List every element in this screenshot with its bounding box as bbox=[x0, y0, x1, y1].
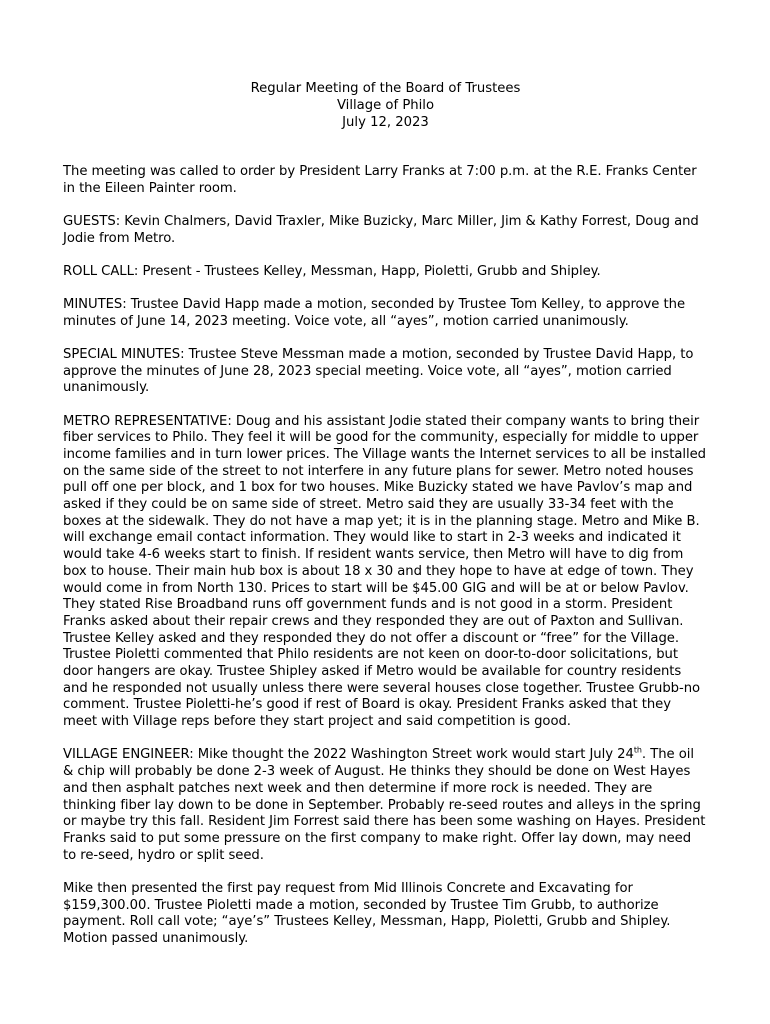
call-to-order-paragraph: The meeting was called to order by President Larry Franks at 7:00 p.m. at the R.E. Franks Center in the Eileen Painter room. bbox=[63, 164, 697, 196]
metro-representative-paragraph: METRO REPRESENTATIVE: Doug and his assistant Jodie stated their company wants to bring their fiber services to Philo. They feel it will be good for the community, especially for middle to upper income families and in turn lower prices. The Village wants the Internet services to all be installed on the same side of the street to not interfere in any future plans for sewer. Metro noted houses pull off one per block, and 1 box for two houses. Mike Buzicky stated we have Pavlov’s map and asked if they could be on same side of street. Metro said they are usually 33-34 feet with the boxes at the sidewalk. They do not have a map yet; it is in the planning stage. Metro and Mike B. will exchange email contact information. They would like to start in 2-3 weeks and indicated it would take 4-6 weeks start to finish. If resident wants service, then Metro will have to dig from box to house. Their main hub box is about 18 x 30 and they hope to have at edge of town. They would come in from North 130. Prices to start will be $45.00 GIG and will be at or below Pavlov. They stated Rise Broadband runs off government funds and is not good in a storm. President Franks asked about their repair crews and they responded they are out of Paxton and Sullivan. Trustee Kelley asked and they responded they do not offer a discount or “free” for the Village. Trustee Pioletti commented that Philo residents are not keen on door-to-door solicitations, but door hangers are okay. Trustee Shipley asked if Metro would be available for country residents and he responded not usually unless there were several houses close together. Trustee Grubb-no comment. Trustee Pioletti-he’s good if rest of Board is okay. President Franks asked that they meet with Village reps before they start project and said competition is good. bbox=[63, 413, 706, 730]
engineer-text-start: VILLAGE ENGINEER: Mike thought the 2022 Washington Street work would start July 24 bbox=[63, 747, 634, 763]
roll-call-paragraph: ROLL CALL: Present - Trustees Kelley, Messman, Happ, Pioletti, Grubb and Shipley. bbox=[63, 263, 601, 279]
village-engineer-paragraph bbox=[63, 747, 708, 864]
village-name: Village of Philo bbox=[336, 98, 435, 113]
document-header bbox=[63, 80, 708, 131]
meeting-title: Regular Meeting of the Board of Trustees bbox=[250, 81, 521, 96]
special-minutes-paragraph: SPECIAL MINUTES: Trustee Steve Messman made a motion, seconded by Trustee David Happ, to approve the minutes of June 28, 2023 special meeting. Voice vote, all “ayes”, motion carried unanimously. bbox=[63, 346, 694, 396]
ordinal-suffix: th bbox=[633, 746, 642, 755]
guests-paragraph: GUESTS: Kevin Chalmers, David Traxler, Mike Buzicky, Marc Miller, Jim & Kathy Forrest, Doug and Jodie from Metro. bbox=[63, 213, 699, 246]
engineer-text-end: . The oil & chip will probably be done 2-3 week of August. He thinks they should be done on West Hayes and then asphalt patches next week and then determine if more rock is needed. They are thinking fiber lay down to be done in September. Probably re-seed routes and alleys in the spring or maybe try this fall. Resident Jim Forrest said there has been some washing on Hayes. President Franks said to put some pressure on the first company to make right. Offer lay down, may need to re-seed, hydro or split seed. bbox=[63, 747, 706, 863]
pay-request-paragraph: Mike then presented the first pay request from Mid Illinois Concrete and Excavating for $159,300.00. Trustee Pioletti made a motion, seconded by Trustee Tim Grubb, to authorize payment. Roll call vote; “aye’s” Trustees Kelley, Messman, Happ, Pioletti, Grubb and Shipley. Motion passed unanimously. bbox=[63, 880, 671, 946]
meeting-date: July 12, 2023 bbox=[342, 115, 429, 130]
minutes-paragraph: MINUTES: Trustee David Happ made a motion, seconded by Trustee Tom Kelley, to approve the minutes of June 14, 2023 meeting. Voice vote, all “ayes”, motion carried unanimously. bbox=[63, 297, 686, 329]
